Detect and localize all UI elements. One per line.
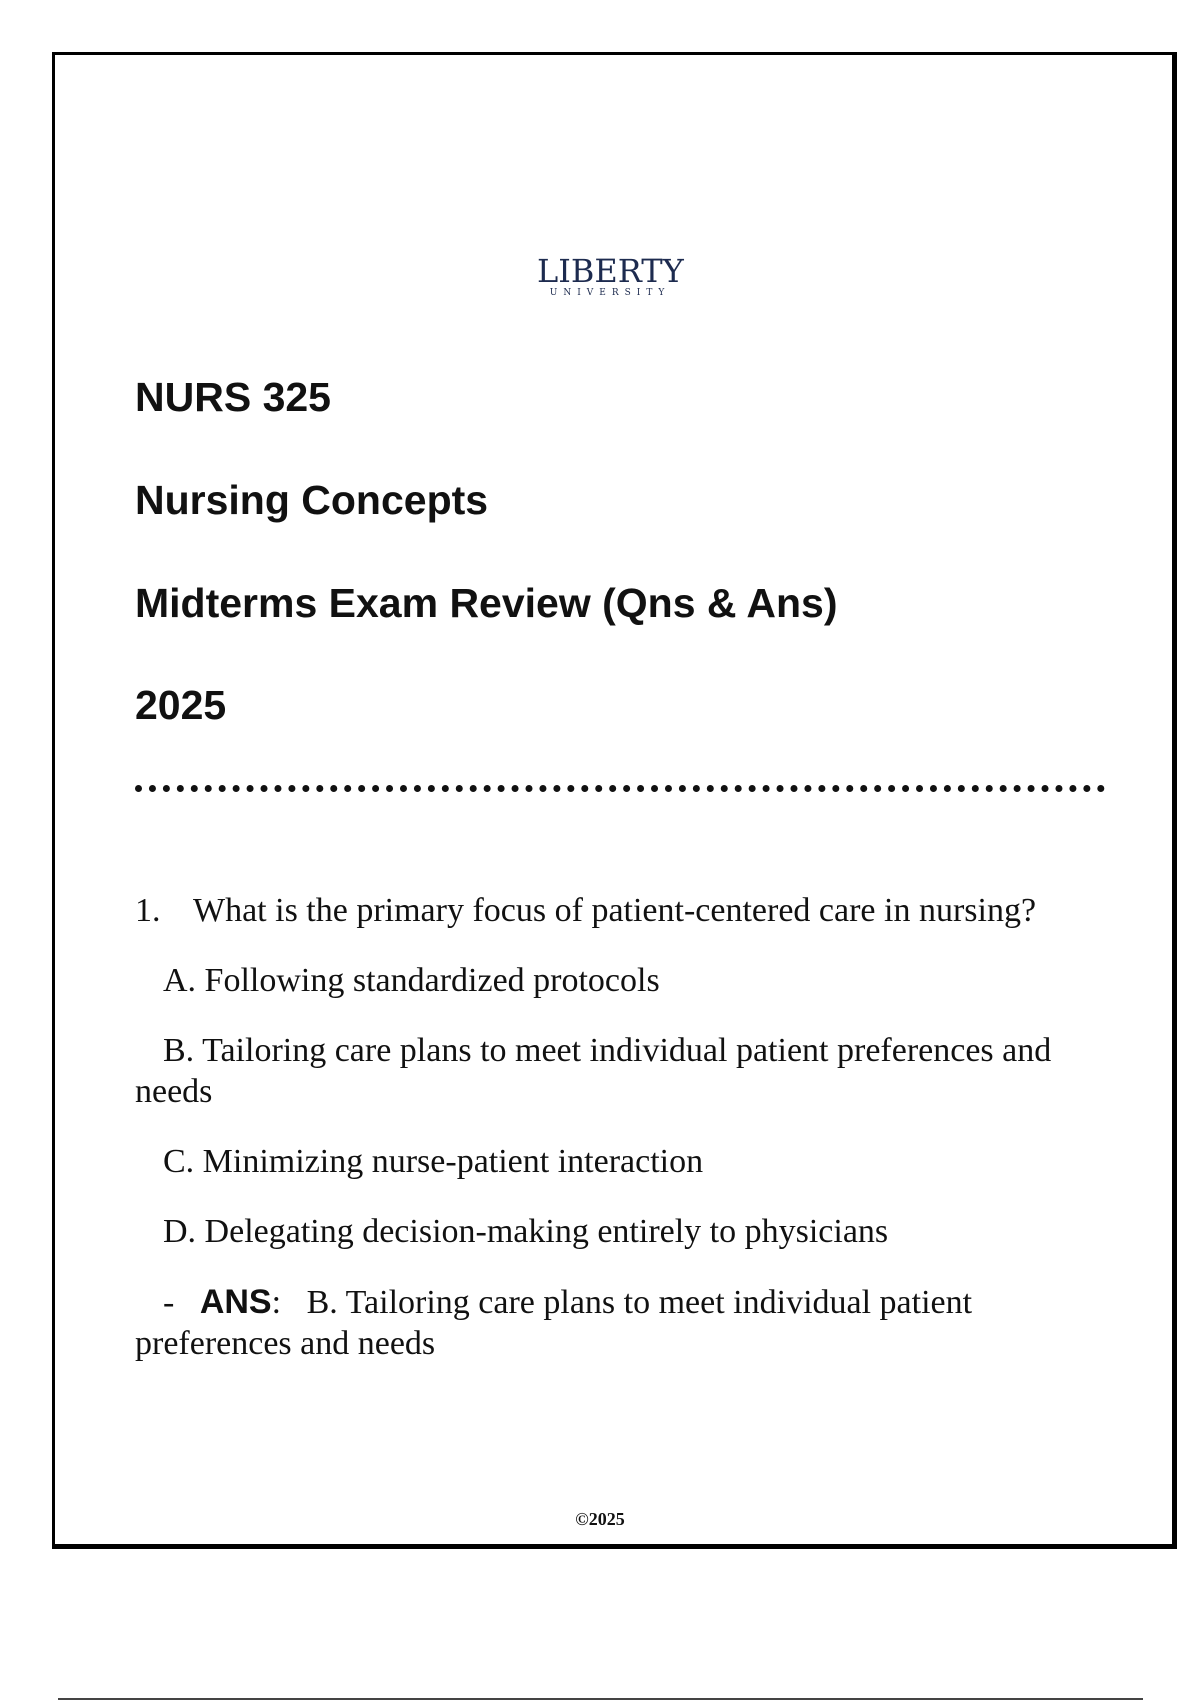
answer-line: - ANS: B. Tailoring care plans to meet individual patient preferences and needs bbox=[135, 1283, 973, 1362]
answer-label: ANS bbox=[199, 1283, 272, 1321]
answer-prefix: - bbox=[163, 1284, 175, 1321]
dotted-divider bbox=[135, 785, 1105, 792]
liberty-university-logo bbox=[537, 252, 684, 298]
option-d: D. Delegating decision-making entirely to physicians bbox=[163, 1213, 889, 1250]
document-title: Midterms Exam Review (Qns & Ans) bbox=[135, 580, 838, 626]
footer-copyright: ©2025 bbox=[575, 1509, 625, 1529]
question-text: What is the primary focus of patient-centered care in nursing? bbox=[193, 892, 1037, 929]
logo-wordmark: LIBERTY bbox=[537, 252, 684, 290]
question-number: 1. bbox=[135, 892, 161, 929]
course-code: NURS 325 bbox=[135, 374, 331, 420]
option-b: B. Tailoring care plans to meet individual patient preferences and needs bbox=[135, 1032, 1052, 1110]
logo-subtitle: UNIVERSITY bbox=[549, 288, 671, 298]
course-title: Nursing Concepts bbox=[135, 477, 489, 523]
question-1 bbox=[135, 890, 1145, 931]
option-a: A. Following standardized protocols bbox=[163, 962, 660, 999]
document-year: 2025 bbox=[135, 682, 227, 728]
option-c: C. Minimizing nurse-patient interaction bbox=[163, 1143, 704, 1180]
answer-text: B. Tailoring care plans to meet individual patient preferences and needs bbox=[135, 1284, 973, 1362]
